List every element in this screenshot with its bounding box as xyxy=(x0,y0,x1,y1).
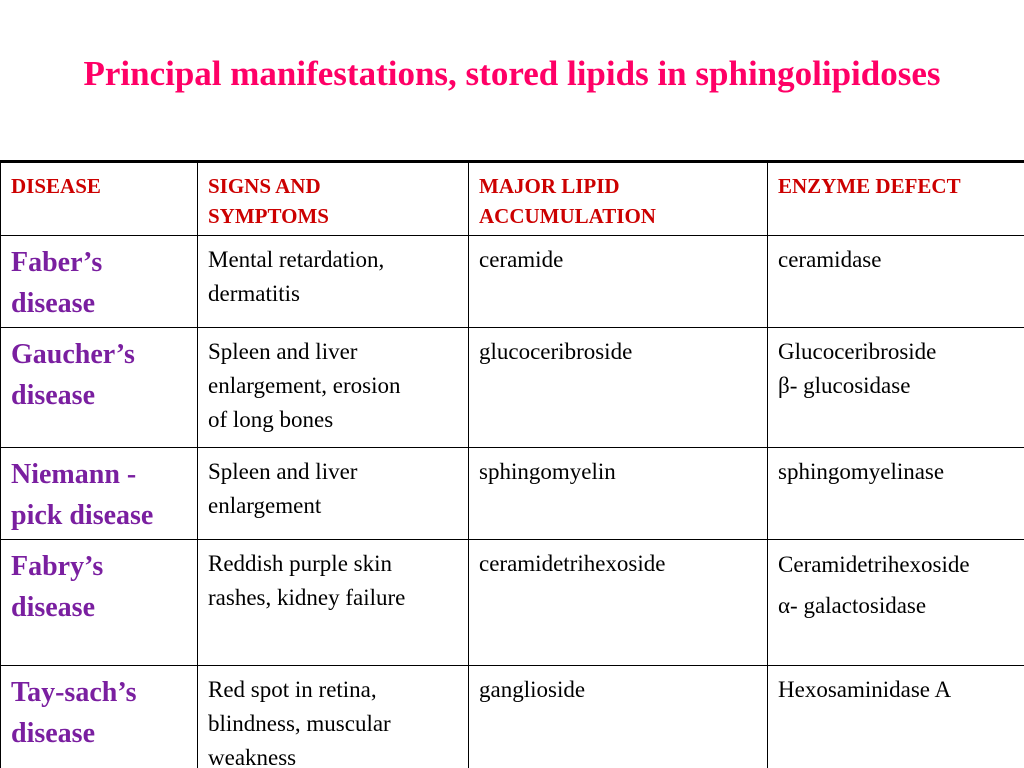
lipid-cell: ceramide xyxy=(469,236,768,328)
disease-cell: Tay-sach’s disease xyxy=(1,666,198,768)
lipid-cell: glucoceribroside xyxy=(469,328,768,448)
enzyme-cell: sphingomyelinase xyxy=(768,448,1024,540)
enzyme-cell: Ceramidetrihexoside α- galactosidase xyxy=(768,540,1024,666)
signs-cell: Spleen and liver enlargement, erosion of long bones xyxy=(198,328,469,448)
slide-title: Principal manifestations, stored lipids in sphingolipidoses xyxy=(83,54,941,93)
table-header-row xyxy=(1,162,1024,236)
enzyme-cell: Hexosaminidase A xyxy=(768,666,1024,768)
table-row xyxy=(1,236,1024,328)
table-row xyxy=(1,540,1024,666)
signs-cell: Red spot in retina, blindness, muscular weakness xyxy=(198,666,469,768)
disease-cell: Niemann - pick disease xyxy=(1,448,198,540)
signs-cell: Mental retardation, dermatitis xyxy=(198,236,469,328)
header-disease: DISEASE xyxy=(1,162,198,236)
header-enzyme-defect: ENZYME DEFECT xyxy=(768,162,1024,236)
table-row xyxy=(1,448,1024,540)
disease-cell: Fabry’s disease xyxy=(1,540,198,666)
sphingolipidoses-table xyxy=(0,160,1024,768)
table-row xyxy=(1,328,1024,448)
lipid-cell: ceramidetrihexoside xyxy=(469,540,768,666)
header-signs-symptoms: SIGNS AND SYMPTOMS xyxy=(198,162,469,236)
lipid-cell: sphingomyelin xyxy=(469,448,768,540)
signs-cell: Spleen and liver enlargement xyxy=(198,448,469,540)
signs-cell: Reddish purple skin rashes, kidney failure xyxy=(198,540,469,666)
table-row xyxy=(1,666,1024,768)
disease-cell: Gaucher’s disease xyxy=(1,328,198,448)
disease-cell: Faber’s disease xyxy=(1,236,198,328)
enzyme-cell: ceramidase xyxy=(768,236,1024,328)
lipid-cell: ganglioside xyxy=(469,666,768,768)
enzyme-cell: Glucoceribroside β- glucosidase xyxy=(768,328,1024,448)
header-major-lipid: MAJOR LIPID ACCUMULATION xyxy=(469,162,768,236)
